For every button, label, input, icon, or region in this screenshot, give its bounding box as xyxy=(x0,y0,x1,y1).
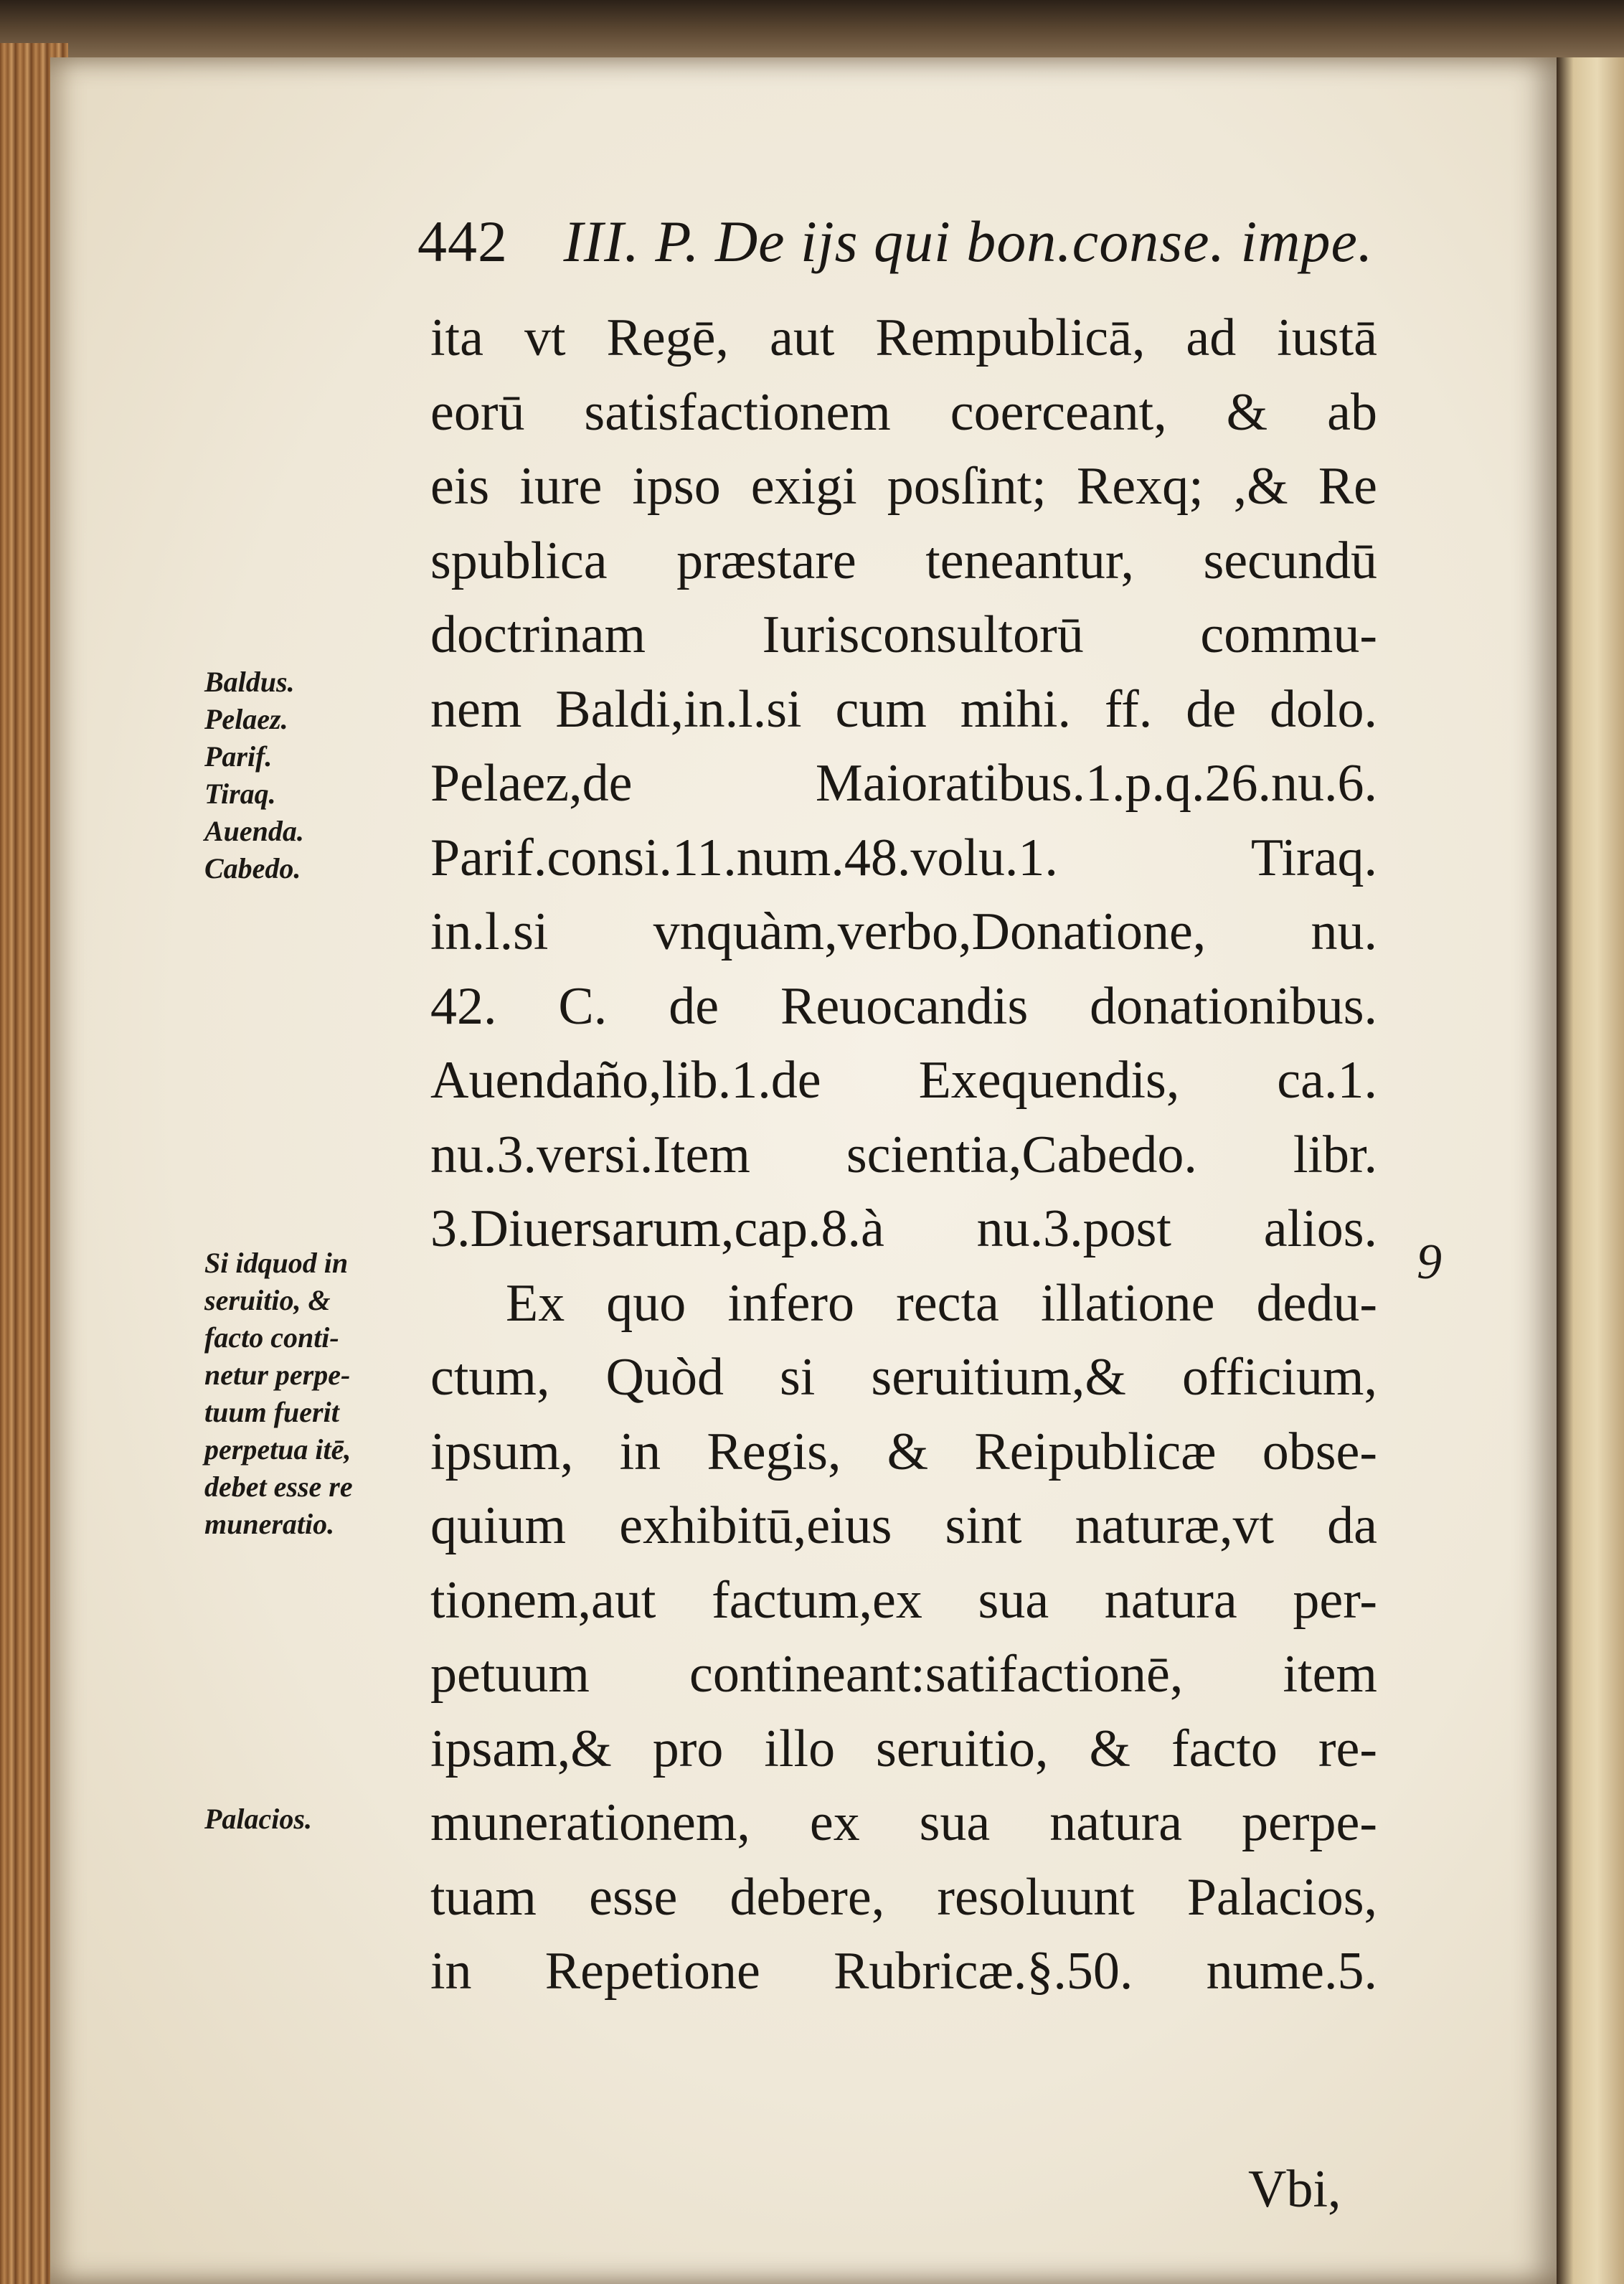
text-line: Parif.consi.11.num.48.volu.1. Tiraq. xyxy=(430,828,1377,887)
text-line: Ex quo infero recta illatione dedu- xyxy=(506,1273,1377,1333)
text-line: ita vt Regē, aut Rempublicā, ad iustā xyxy=(430,308,1377,367)
text-line: tuam esse debere, resoluunt Palacios, xyxy=(430,1867,1377,1927)
margin-note-citations xyxy=(204,664,420,887)
margin-note-line: Si idquod in xyxy=(204,1247,349,1279)
section-number: 9 xyxy=(1417,1235,1442,1290)
text-line: in.l.si vnquàm,verbo,Donatione, nu. xyxy=(430,902,1377,961)
text-line: nu.3.versi.Item scientia,Cabedo. libr. xyxy=(430,1125,1377,1184)
margin-note-line: debet esse re xyxy=(204,1471,353,1503)
margin-note-line: perpetua itē, xyxy=(204,1433,351,1466)
margin-note-line: Baldus. xyxy=(204,666,295,698)
margin-note-line: Parif. xyxy=(204,740,273,773)
margin-note-line: muneratio. xyxy=(204,1508,335,1540)
body-text xyxy=(430,301,1377,2009)
text-line: eis iure ipso exigi posſint; Rexq; ,& Re xyxy=(430,457,1377,516)
text-line: ipsum, in Regis, & Reipublicæ obse- xyxy=(430,1422,1377,1481)
text-line: quium exhibitū,eius sint naturæ,vt da xyxy=(430,1496,1377,1555)
text-line: Auendaño,lib.1.de Exequendis, ca.1. xyxy=(430,1051,1377,1110)
text-line: doctrinam Iurisconsultorū commu- xyxy=(430,605,1377,664)
running-head xyxy=(417,208,1372,287)
text-line: 3.Diuersarum,cap.8.à nu.3.post alios. xyxy=(430,1199,1377,1258)
adjacent-page-edge xyxy=(1557,57,1624,2284)
margin-note-summary xyxy=(204,1245,420,1543)
margin-note-line: Tiraq. xyxy=(204,778,276,810)
margin-note-line: Pelaez. xyxy=(204,703,288,735)
text-line: Pelaez,de Maioratibus.1.p.q.26.nu.6. xyxy=(430,754,1377,813)
text-line: 42. C. de Reuocandis donationibus. xyxy=(430,976,1377,1036)
text-line: spublica præstare teneantur, secundū xyxy=(430,531,1377,590)
margin-note-line: Palacios. xyxy=(204,1803,312,1835)
margin-note-line: Cabedo. xyxy=(204,852,301,884)
margin-note-line: facto conti- xyxy=(204,1321,339,1354)
text-line: in Repetione Rubricæ.§.50. nume.5. xyxy=(430,1942,1377,2001)
text-line: munerationem, ex sua natura perpe- xyxy=(430,1793,1377,1852)
margin-note-line: tuum fuerit xyxy=(204,1396,339,1428)
text-line: eorū satisfactionem coerceant, & ab xyxy=(430,382,1377,442)
text-line: ipsam,& pro illo seruitio, & facto re- xyxy=(430,1719,1377,1778)
text-line: petuum contineant:satifactionē, item xyxy=(430,1645,1377,1704)
margin-note-line: seruitio, & xyxy=(204,1284,331,1316)
page-number: 442 xyxy=(417,209,508,274)
running-title: III. P. De ijs qui bon.conse. impe. xyxy=(563,209,1374,274)
margin-note-line: netur perpe- xyxy=(204,1359,351,1391)
text-line: tionem,aut factum,ex sua natura per- xyxy=(430,1570,1377,1630)
text-line: ctum, Quòd si seruitium,& officium, xyxy=(430,1348,1377,1407)
text-line: nem Baldi,in.l.si cum mihi. ff. de dolo. xyxy=(430,679,1377,739)
book-binding-top xyxy=(0,0,1624,65)
margin-note-palacios xyxy=(204,1801,420,1838)
catchword: Vbi, xyxy=(1248,2160,1341,2219)
margin-note-line: Auenda. xyxy=(204,815,304,847)
